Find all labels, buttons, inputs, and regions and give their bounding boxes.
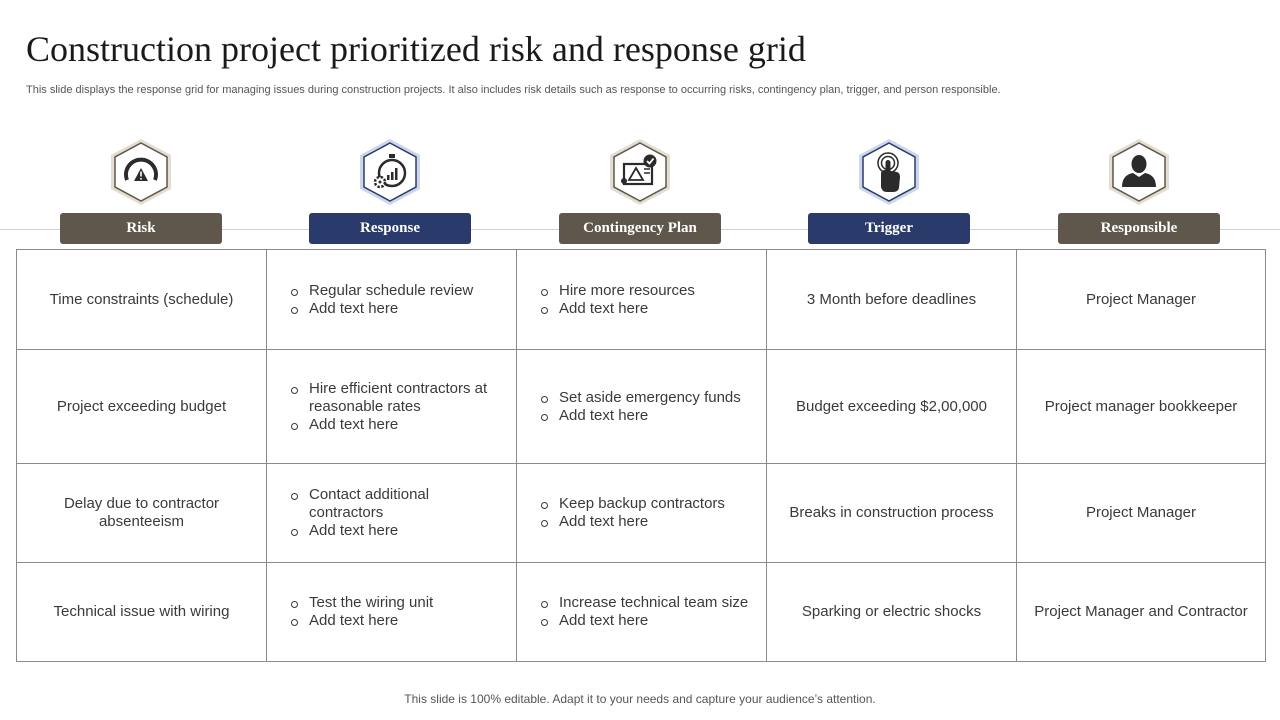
list-item: Contact additional contractors	[289, 486, 502, 522]
page-title: Construction project prioritized risk and response grid	[26, 29, 806, 69]
person-icon	[1105, 136, 1173, 208]
contingency-cell	[517, 563, 767, 662]
table-row	[17, 464, 1266, 563]
response-cell	[267, 350, 517, 464]
column-label: Responsible	[1058, 213, 1220, 244]
column-header-risk	[60, 136, 222, 246]
gauge-warning-icon	[107, 136, 175, 208]
column-label: Risk	[60, 213, 222, 244]
list-item: Add text here	[539, 513, 752, 531]
column-label: Contingency Plan	[559, 213, 721, 244]
response-cell	[267, 250, 517, 350]
risk-response-grid	[16, 249, 1266, 662]
page-subtitle: This slide displays the response grid for managing issues during construction projects. It also includes risk details such as response to occurring risks, contingency plan, trigger, and person responsible.	[26, 84, 1001, 96]
blueprint-check-icon	[606, 136, 674, 208]
responsible-cell: Project Manager	[1017, 250, 1266, 350]
risk-cell: Delay due to contractor absenteeism	[17, 464, 267, 563]
stopwatch-gear-icon	[356, 136, 424, 208]
trigger-cell: 3 Month before deadlines	[767, 250, 1017, 350]
response-cell	[267, 563, 517, 662]
response-cell	[267, 464, 517, 563]
table-row	[17, 350, 1266, 464]
trigger-cell: Budget exceeding $2,00,000	[767, 350, 1017, 464]
responsible-cell: Project manager bookkeeper	[1017, 350, 1266, 464]
list-item: Regular schedule review	[289, 282, 502, 300]
list-item: Test the wiring unit	[289, 594, 502, 612]
list-item: Add text here	[289, 522, 502, 540]
list-item: Add text here	[289, 416, 502, 434]
contingency-cell	[517, 464, 767, 563]
contingency-cell	[517, 350, 767, 464]
footer-note: This slide is 100% editable. Adapt it to your needs and capture your audience’s attention.	[404, 692, 876, 706]
contingency-cell	[517, 250, 767, 350]
column-label: Response	[309, 213, 471, 244]
table-row	[17, 250, 1266, 350]
list-item: Add text here	[539, 612, 752, 630]
column-header-contingency-plan	[559, 136, 721, 246]
list-item: Add text here	[289, 612, 502, 630]
column-header-trigger	[808, 136, 970, 246]
list-item: Keep backup contractors	[539, 495, 752, 513]
list-item: Increase technical team size	[539, 594, 752, 612]
risk-cell: Time constraints (schedule)	[17, 250, 267, 350]
list-item: Set aside emergency funds	[539, 389, 752, 407]
list-item: Add text here	[539, 407, 752, 425]
risk-cell: Technical issue with wiring	[17, 563, 267, 662]
list-item: Hire efficient contractors at reasonable rates	[289, 380, 502, 416]
trigger-cell: Breaks in construction process	[767, 464, 1017, 563]
column-header-response	[309, 136, 471, 246]
hand-touch-icon	[855, 136, 923, 208]
trigger-cell: Sparking or electric shocks	[767, 563, 1017, 662]
list-item: Add text here	[289, 300, 502, 318]
risk-cell: Project exceeding budget	[17, 350, 267, 464]
responsible-cell: Project Manager	[1017, 464, 1266, 563]
column-label: Trigger	[808, 213, 970, 244]
responsible-cell: Project Manager and Contractor	[1017, 563, 1266, 662]
table-row	[17, 563, 1266, 662]
column-header-responsible	[1058, 136, 1220, 246]
list-item: Add text here	[539, 300, 752, 318]
list-item: Hire more resources	[539, 282, 752, 300]
